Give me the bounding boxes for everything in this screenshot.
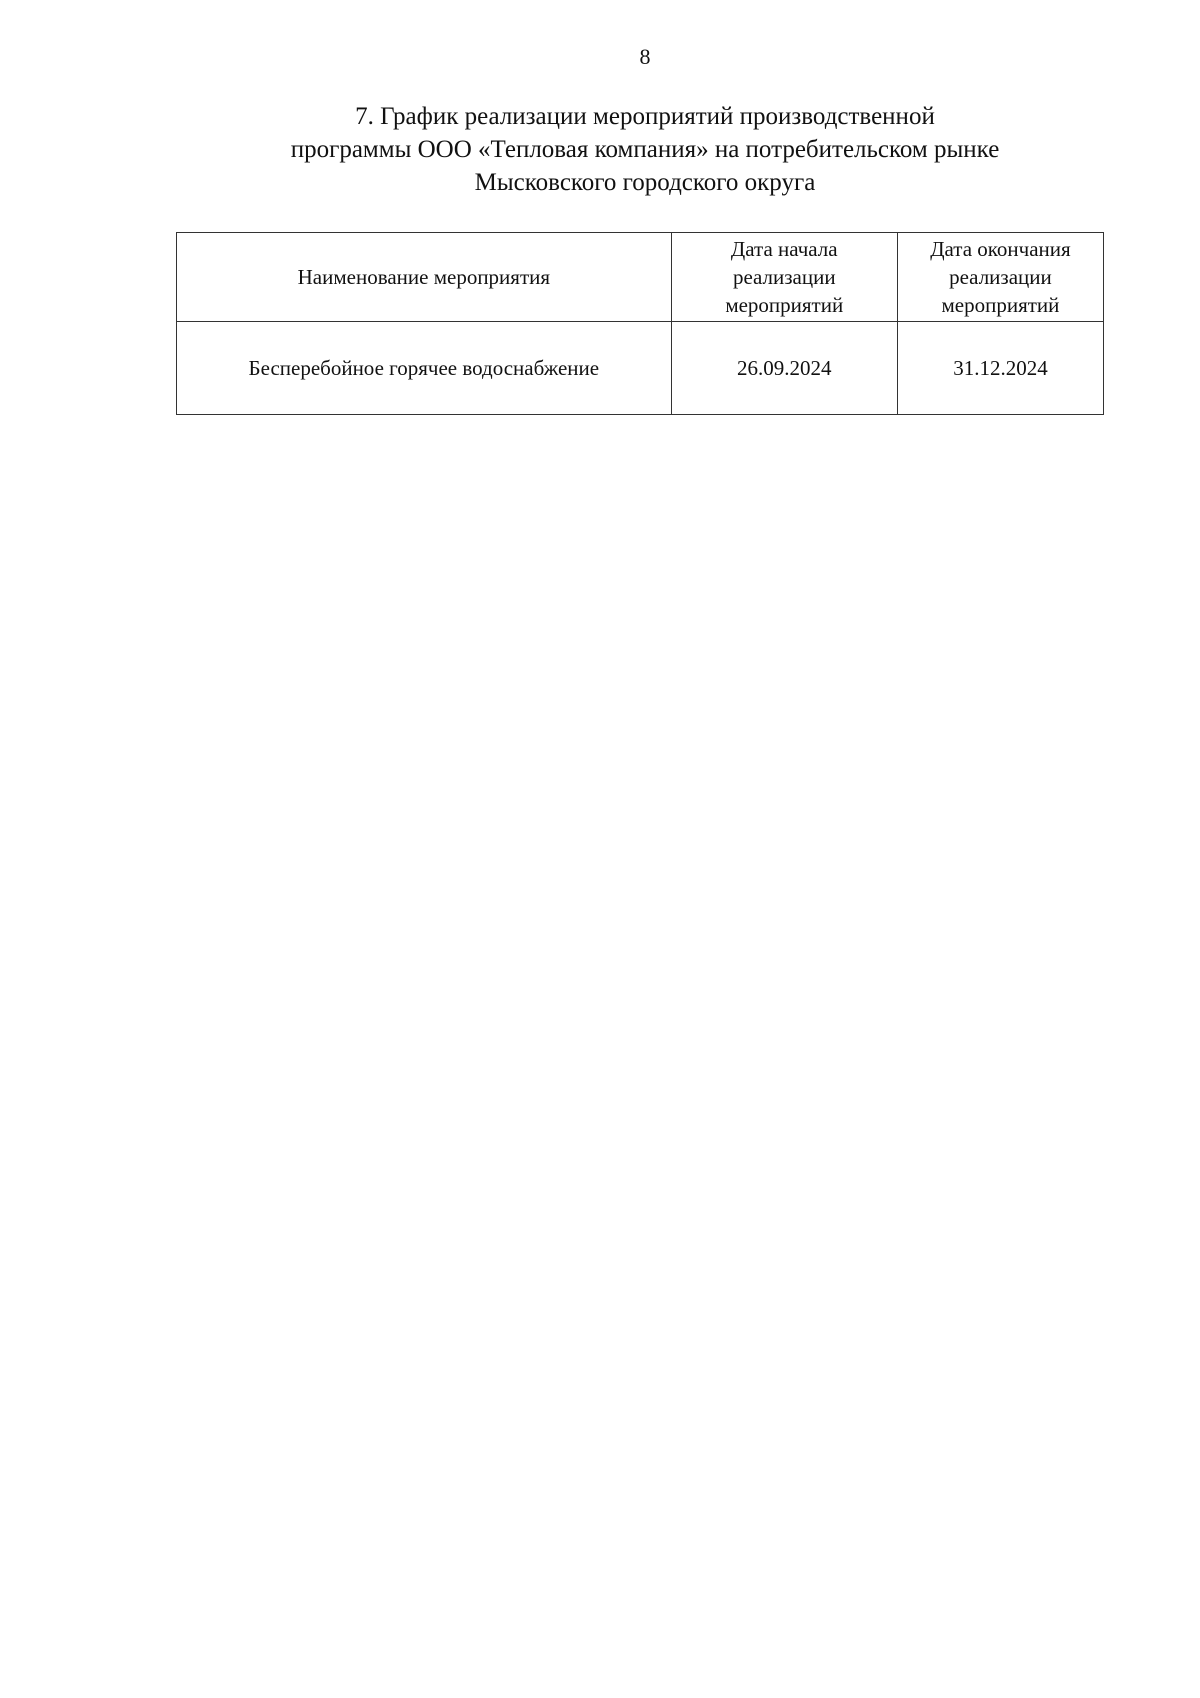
title-line-2: программы ООО «Тепловая компания» на потребительском рынке: [290, 136, 1000, 163]
cell-end-date: 31.12.2024: [897, 322, 1103, 415]
table-row: [177, 322, 1104, 415]
page-number: 8: [639, 44, 651, 69]
document-title: [200, 100, 1090, 199]
header-end-date: Дата окончания реализации мероприятий: [897, 233, 1103, 322]
title-line-3: Мысковского городского округа: [474, 169, 816, 196]
title-line-1: 7. График реализации мероприятий производственной: [355, 103, 935, 130]
header-start-date: Дата начала реализации мероприятий: [671, 233, 897, 322]
table-header-row: [177, 233, 1104, 322]
cell-event-name: Бесперебойное горячее водоснабжение: [177, 322, 672, 415]
header-event-name: Наименование мероприятия: [177, 233, 672, 322]
schedule-table: [176, 232, 1104, 415]
cell-start-date: 26.09.2024: [671, 322, 897, 415]
